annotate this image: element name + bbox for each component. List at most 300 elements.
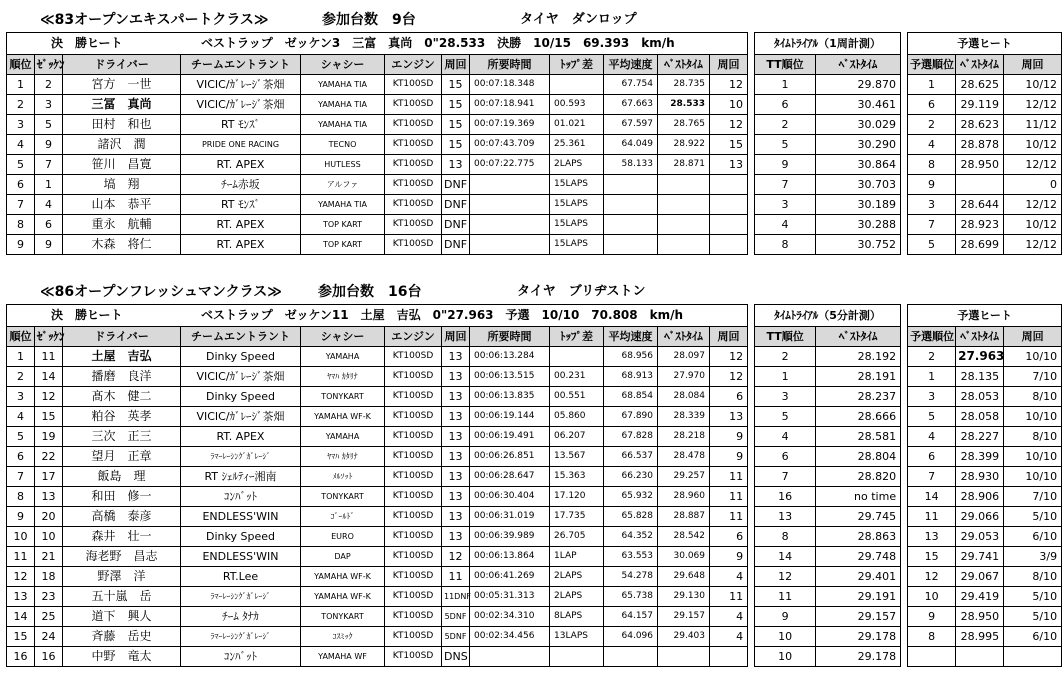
team-cell: ｺﾝﾊﾞｯﾄ [181,647,301,667]
gap-cell: 15LAPS [550,235,604,255]
qualifying-heat-header: 予選ヒート [908,305,1062,327]
heat-rank-cell: 9 [908,175,956,195]
number-cell: 22 [35,447,63,467]
driver-cell: 播磨 良洋 [63,367,181,387]
gap-cell: 01.021 [550,115,604,135]
team-cell: PRIDE ONE RACING [181,135,301,155]
engine-cell: KT100SD [385,447,442,467]
avg-speed-cell: 68.956 [604,347,658,367]
table-row [7,547,1062,567]
number-cell: 23 [35,587,63,607]
heat-laps-cell: 10/12 [1004,135,1062,155]
chassis-cell: TECNO [301,135,385,155]
tt-rank-cell: 10 [755,627,816,647]
laps-cell: 11 [442,567,470,587]
tt-best-cell: 29.157 [816,607,901,627]
tt-best-cell: 28.863 [816,527,901,547]
tt-rank-cell: 4 [755,215,816,235]
column-header: ﾍﾞｽﾄﾀｲﾑ [816,327,901,347]
table-row [7,427,1062,447]
tt-best-cell: 30.864 [816,155,901,175]
laps-cell: 13 [442,155,470,175]
total-time-cell: 00:07:43.709 [470,135,550,155]
total-time-cell: 00:06:26.851 [470,447,550,467]
best-lap-cell: 13 [710,407,748,427]
heat-best-cell: 28.950 [956,155,1004,175]
heat-laps-cell: 10/12 [1004,75,1062,95]
driver-cell: 森井 壮一 [63,527,181,547]
heat-rank-cell: 3 [908,387,956,407]
best-lap-cell [710,235,748,255]
laps-cell: 13 [442,527,470,547]
heat-best-cell: 29.119 [956,95,1004,115]
table-row [7,567,1062,587]
tt-best-cell: 28.581 [816,427,901,447]
laps-cell: 13 [442,427,470,447]
best-lap-cell: 11 [710,467,748,487]
laps-cell: 15 [442,115,470,135]
table-row [7,75,1062,95]
total-time-cell: 00:07:18.348 [470,75,550,95]
avg-speed-cell: 63.553 [604,547,658,567]
tt-rank-cell: 7 [755,467,816,487]
best-lap-cell: 13 [710,155,748,175]
avg-speed-cell: 58.133 [604,155,658,175]
heat-laps-cell: 8/10 [1004,387,1062,407]
tt-rank-cell: 6 [755,95,816,115]
driver-cell: 髙木 健二 [63,387,181,407]
total-time-cell [470,195,550,215]
gap-cell: 2LAPS [550,587,604,607]
engine-cell: KT100SD [385,567,442,587]
driver-cell: 道下 興人 [63,607,181,627]
heat-rank-cell: 1 [908,367,956,387]
driver-cell: 塙 翔 [63,175,181,195]
table-row [7,235,1062,255]
rank-cell: 6 [7,447,35,467]
rank-cell: 15 [7,627,35,647]
avg-speed-cell: 66.537 [604,447,658,467]
best-lap-cell [710,647,748,667]
heat-laps-cell: 10/10 [1004,467,1062,487]
total-time-cell: 00:05:31.313 [470,587,550,607]
engine-cell: KT100SD [385,487,442,507]
driver-cell: 野澤 洋 [63,567,181,587]
table-row [7,467,1062,487]
best-time-cell: 28.478 [658,447,710,467]
avg-speed-cell: 67.828 [604,427,658,447]
engine-cell: KT100SD [385,175,442,195]
number-cell: 12 [35,387,63,407]
gap-cell: 8LAPS [550,607,604,627]
best-time-cell: 28.339 [658,407,710,427]
total-time-cell [470,215,550,235]
heat-rank-cell [908,647,956,667]
class-86-entries: 参加台数 16台 [318,284,422,300]
team-cell: ENDLESS'WIN [181,507,301,527]
best-time-cell: 28.218 [658,427,710,447]
column-header: 順位 [7,327,35,347]
engine-cell: KT100SD [385,427,442,447]
team-cell: Dinky Speed [181,527,301,547]
column-header: 周回 [710,327,748,347]
tt-rank-cell: 13 [755,507,816,527]
engine-cell: KT100SD [385,155,442,175]
heat-laps-cell: 6/10 [1004,527,1062,547]
heat-best-cell [956,175,1004,195]
table-row [7,407,1062,427]
heat-rank-cell: 2 [908,347,956,367]
best-time-cell: 28.542 [658,527,710,547]
tt-rank-cell: 5 [755,407,816,427]
team-cell: Dinky Speed [181,347,301,367]
heat-laps-cell [1004,647,1062,667]
heat-rank-cell: 6 [908,95,956,115]
laps-cell: 13 [442,407,470,427]
chassis-cell: YAMAHA [301,427,385,447]
tt-rank-cell: 10 [755,647,816,667]
best-time-cell: 28.533 [658,95,710,115]
best-time-cell: 29.130 [658,587,710,607]
best-lap-cell: 15 [710,135,748,155]
total-time-cell: 00:06:41.269 [470,567,550,587]
tt-best-cell: 28.666 [816,407,901,427]
driver-cell: 望月 正章 [63,447,181,467]
column-header: シャシー [301,55,385,75]
avg-speed-cell [604,647,658,667]
total-time-cell: 00:06:13.835 [470,387,550,407]
final-bestlap-header: 決 勝ヒート ベストラップ ゼッケン11 土屋 吉弘 0"27.963 予選 10/10 70.808 km/h [7,305,748,327]
gap-cell: 15LAPS [550,175,604,195]
heat-best-cell [956,647,1004,667]
total-time-cell: 00:02:34.456 [470,627,550,647]
chassis-cell: ｺﾞｰﾙﾄﾞ [301,507,385,527]
number-cell: 24 [35,627,63,647]
column-header-row [7,55,1062,75]
team-cell: RT. APEX [181,215,301,235]
gap-cell: 05.860 [550,407,604,427]
best-time-cell: 28.097 [658,347,710,367]
heat-best-cell: 27.963 [956,347,1004,367]
heat-rank-cell: 13 [908,527,956,547]
number-cell: 9 [35,235,63,255]
best-time-cell: 28.922 [658,135,710,155]
avg-speed-cell: 65.738 [604,587,658,607]
total-time-cell: 00:06:19.144 [470,407,550,427]
avg-speed-cell: 67.597 [604,115,658,135]
best-lap-cell: 11 [710,587,748,607]
column-header: ドライバー [63,327,181,347]
heat-laps-cell: 8/10 [1004,567,1062,587]
team-cell: Dinky Speed [181,387,301,407]
tt-rank-cell: 12 [755,567,816,587]
tt-rank-cell: 7 [755,175,816,195]
laps-cell: 13 [442,447,470,467]
tt-rank-cell: 8 [755,527,816,547]
gap-cell [550,75,604,95]
gap-cell: 00.551 [550,387,604,407]
team-cell: RT. APEX [181,235,301,255]
heat-rank-cell: 6 [908,447,956,467]
avg-speed-cell: 68.913 [604,367,658,387]
laps-cell: 13 [442,387,470,407]
column-header: 周回 [442,55,470,75]
driver-cell: 笹川 昌寛 [63,155,181,175]
heat-best-cell: 29.419 [956,587,1004,607]
best-lap-cell: 9 [710,547,748,567]
avg-speed-cell: 67.754 [604,75,658,95]
number-cell: 1 [35,175,63,195]
rank-cell: 7 [7,467,35,487]
best-lap-cell: 11 [710,487,748,507]
tt-best-cell: 28.820 [816,467,901,487]
number-cell: 3 [35,95,63,115]
number-cell: 7 [35,155,63,175]
best-time-cell: 30.069 [658,547,710,567]
team-cell: VICIC/ｶﾞﾚｰｼﾞ茶畑 [181,75,301,95]
class-83-rows [7,75,1062,255]
gap-cell: 00.593 [550,95,604,115]
heat-rank-cell: 12 [908,567,956,587]
driver-cell: 諸沢 潤 [63,135,181,155]
tt-rank-cell: 9 [755,155,816,175]
column-header: 周回 [710,55,748,75]
chassis-cell: YAMAHA WF-K [301,587,385,607]
heat-best-cell: 28.053 [956,387,1004,407]
engine-cell: KT100SD [385,547,442,567]
total-time-cell: 00:07:19.369 [470,115,550,135]
tt-best-cell: 28.192 [816,347,901,367]
best-time-cell [658,235,710,255]
table-row [7,587,1062,607]
laps-cell: 13 [442,507,470,527]
total-time-cell: 00:06:28.647 [470,467,550,487]
heat-best-cell: 28.135 [956,367,1004,387]
gap-cell: 2LAPS [550,155,604,175]
tt-best-cell: 29.191 [816,587,901,607]
chassis-cell: ﾔﾏﾊ ｶﾀﾘﾅ [301,447,385,467]
best-lap-cell [710,215,748,235]
gap-cell: 13.567 [550,447,604,467]
column-header: ﾍﾞｽﾄﾀｲﾑ [956,55,1004,75]
heat-best-cell: 28.995 [956,627,1004,647]
driver-cell: 田村 和也 [63,115,181,135]
rank-cell: 13 [7,587,35,607]
tt-rank-cell: 14 [755,547,816,567]
avg-speed-cell: 64.096 [604,627,658,647]
best-time-cell: 28.084 [658,387,710,407]
tt-best-cell: 29.401 [816,567,901,587]
tt-best-cell: 29.748 [816,547,901,567]
laps-cell: DNF [442,235,470,255]
table-row [7,135,1062,155]
column-header: エンジン [385,55,442,75]
number-cell: 17 [35,467,63,487]
class-83-heading [0,10,1007,30]
avg-speed-cell: 68.854 [604,387,658,407]
chassis-cell: DAP [301,547,385,567]
class-83-title: ≪83オープンエキスパートクラス≫ [40,12,269,28]
best-time-cell: 29.403 [658,627,710,647]
tt-rank-cell: 3 [755,195,816,215]
heat-laps-cell: 11/12 [1004,115,1062,135]
avg-speed-cell: 67.890 [604,407,658,427]
heat-laps-cell: 6/10 [1004,627,1062,647]
time-trial-header: ﾀｲﾑﾄﾗｲｱﾙ（5分計測） [755,305,901,327]
heat-laps-cell: 10/10 [1004,447,1062,467]
table-row [7,607,1062,627]
table-row [7,447,1062,467]
driver-cell: 宮方 一世 [63,75,181,95]
number-cell: 16 [35,647,63,667]
avg-speed-cell [604,195,658,215]
column-header: チームエントラント [181,327,301,347]
gap-cell: 26.705 [550,527,604,547]
tt-rank-cell: 11 [755,587,816,607]
engine-cell: KT100SD [385,195,442,215]
table-row [7,647,1062,667]
best-lap-cell: 12 [710,347,748,367]
heat-laps-cell: 10/12 [1004,215,1062,235]
column-header: 所要時間 [470,55,550,75]
rank-cell: 14 [7,607,35,627]
chassis-cell: TONYKART [301,607,385,627]
tt-rank-cell: 1 [755,367,816,387]
best-lap-cell: 12 [710,367,748,387]
chassis-cell: YAMAHA TIA [301,95,385,115]
column-header: 周回 [1004,55,1062,75]
engine-cell: KT100SD [385,587,442,607]
team-cell: ﾁｰﾑ赤坂 [181,175,301,195]
tt-best-cell: no time [816,487,901,507]
laps-cell: 13 [442,487,470,507]
team-cell: ﾗﾏｰﾚｰｼﾝｸﾞｶﾞﾚｰｼﾞ [181,627,301,647]
column-header: ドライバー [63,55,181,75]
rank-cell: 9 [7,507,35,527]
team-cell: ﾗﾏｰﾚｰｼﾝｸﾞｶﾞﾚｰｼﾞ [181,587,301,607]
total-time-cell [470,175,550,195]
number-cell: 21 [35,547,63,567]
avg-speed-cell: 54.278 [604,567,658,587]
laps-cell: 12 [442,547,470,567]
avg-speed-cell: 64.157 [604,607,658,627]
laps-cell: 15 [442,95,470,115]
driver-cell: 高橋 泰彦 [63,507,181,527]
number-cell: 25 [35,607,63,627]
driver-cell: 海老野 昌志 [63,547,181,567]
avg-speed-cell: 64.049 [604,135,658,155]
best-time-cell [658,647,710,667]
laps-cell: 15 [442,75,470,95]
total-time-cell: 00:06:31.019 [470,507,550,527]
number-cell: 14 [35,367,63,387]
heat-rank-cell: 5 [908,407,956,427]
rank-cell: 4 [7,407,35,427]
table-row [7,195,1062,215]
total-time-cell: 00:02:34.310 [470,607,550,627]
laps-cell: 13 [442,367,470,387]
column-header: ﾍﾞｽﾄﾀｲﾑ [816,55,901,75]
heat-laps-cell: 12/12 [1004,235,1062,255]
rank-cell: 16 [7,647,35,667]
table-row [7,507,1062,527]
heat-best-cell: 29.053 [956,527,1004,547]
total-time-cell: 00:06:39.989 [470,527,550,547]
driver-cell: 粕谷 英孝 [63,407,181,427]
avg-speed-cell [604,175,658,195]
heat-laps-cell: 0 [1004,175,1062,195]
table-row [7,387,1062,407]
tt-rank-cell: 3 [755,387,816,407]
tt-rank-cell: 2 [755,347,816,367]
chassis-cell: EURO [301,527,385,547]
best-lap-cell: 9 [710,427,748,447]
heat-rank-cell: 11 [908,507,956,527]
laps-cell: 15 [442,135,470,155]
engine-cell: KT100SD [385,467,442,487]
column-header: 平均速度 [604,55,658,75]
engine-cell: KT100SD [385,135,442,155]
final-bestlap-header: 決 勝ヒート ベストラップ ゼッケン3 三富 真尚 0"28.533 決勝 10/15 69.393 km/h [7,33,748,55]
driver-cell: 五十嵐 岳 [63,587,181,607]
driver-cell: 三冨 真尚 [63,95,181,115]
class-86-rows [7,347,1062,667]
tt-rank-cell: 1 [755,75,816,95]
class-83-entries: 参加台数 9台 [322,12,416,28]
tt-rank-cell: 2 [755,115,816,135]
total-time-cell [470,235,550,255]
best-lap-cell: 4 [710,607,748,627]
team-cell: ENDLESS'WIN [181,547,301,567]
column-header: 予選順位 [908,327,956,347]
team-cell: VICIC/ｶﾞﾚｰｼﾞ茶畑 [181,95,301,115]
heat-best-cell: 28.699 [956,235,1004,255]
team-cell: ｺﾝﾊﾞｯﾄ [181,487,301,507]
engine-cell: KT100SD [385,507,442,527]
tt-best-cell: 29.178 [816,647,901,667]
chassis-cell: YAMAHA TIA [301,115,385,135]
total-time-cell [470,647,550,667]
tt-best-cell: 30.461 [816,95,901,115]
number-cell: 4 [35,195,63,215]
best-lap-cell: 9 [710,447,748,467]
chassis-cell: YAMAHA [301,347,385,367]
heat-laps-cell: 7/10 [1004,367,1062,387]
engine-cell: KT100SD [385,367,442,387]
driver-cell: 木森 将仁 [63,235,181,255]
engine-cell: KT100SD [385,607,442,627]
tt-rank-cell: 5 [755,135,816,155]
table-row [7,347,1062,367]
heat-laps-cell: 10/10 [1004,407,1062,427]
number-cell: 9 [35,135,63,155]
heat-rank-cell: 7 [908,467,956,487]
column-header: 順位 [7,55,35,75]
tt-rank-cell: 16 [755,487,816,507]
table-row [7,115,1062,135]
best-lap-cell: 4 [710,627,748,647]
engine-cell: KT100SD [385,387,442,407]
laps-cell: DNF [442,175,470,195]
tt-rank-cell: 8 [755,235,816,255]
rank-cell: 4 [7,135,35,155]
tt-best-cell: 28.237 [816,387,901,407]
avg-speed-cell: 65.932 [604,487,658,507]
rank-cell: 12 [7,567,35,587]
driver-cell: 飯島 理 [63,467,181,487]
chassis-cell: YAMAHA TIA [301,75,385,95]
gap-cell: 15LAPS [550,215,604,235]
